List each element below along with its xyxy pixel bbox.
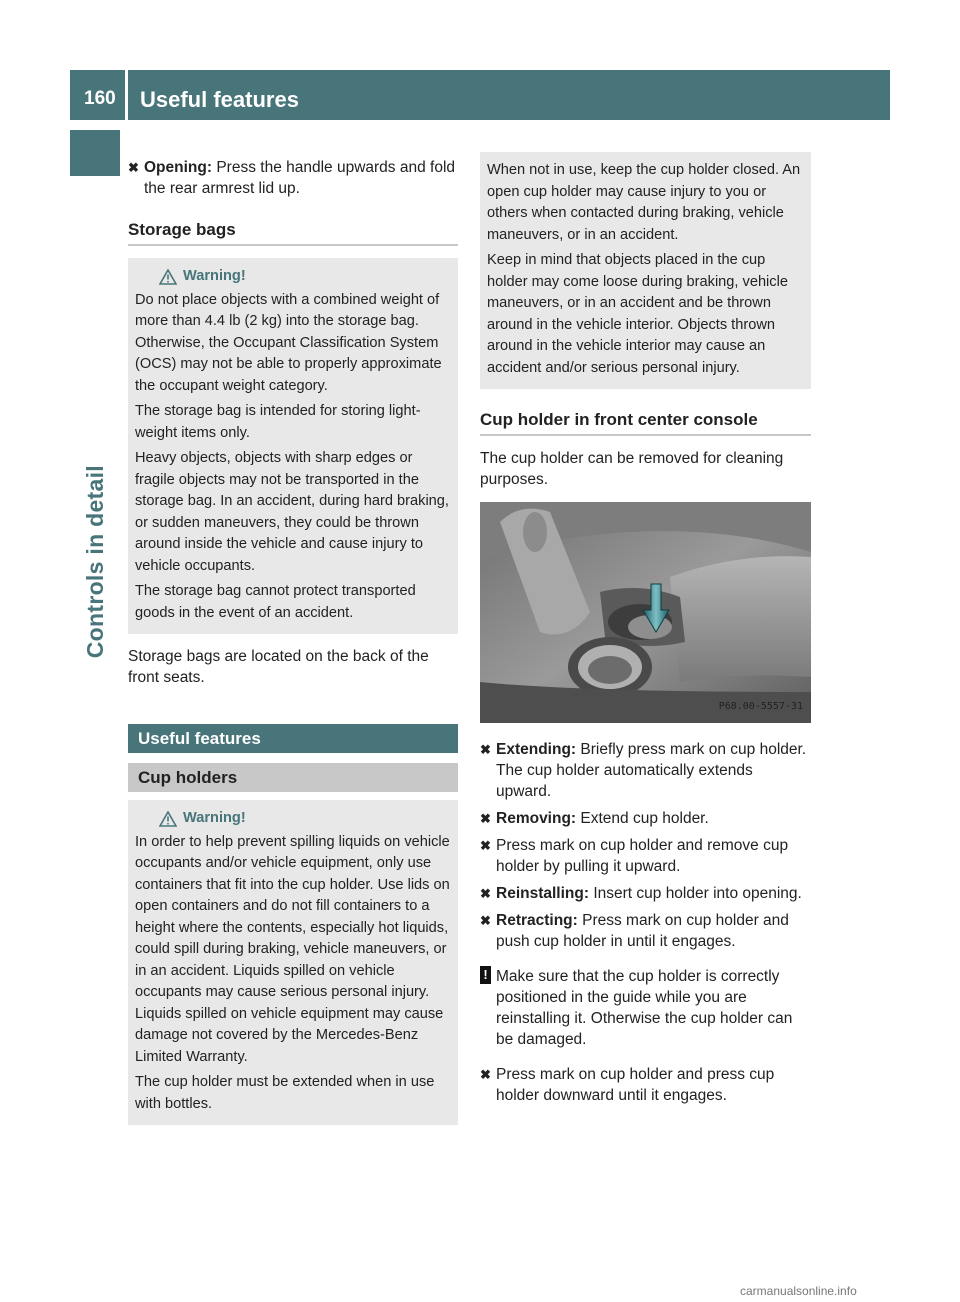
step-arrow-icon: ✖ [480,886,491,901]
step-removing [480,808,811,829]
cup-holder-photo [480,502,811,723]
step-opening [128,157,458,199]
step-arrow-icon: ✖ [480,1067,491,1082]
page-title: Useful features [140,87,299,112]
step-press-remove [480,835,811,877]
warning-paragraph: The storage bag is intended for storing light-weight items only. [135,403,421,441]
side-tab [70,130,120,1300]
step-term: Retracting: [496,912,578,929]
warning-paragraph: The storage bag cannot protect transported goods in the event of an accident. [135,583,416,621]
step-term: Reinstalling: [496,885,590,902]
warning-paragraph: The cup holder must be extended when in use with bottles. [135,1074,435,1112]
warning-box-cup-holders [128,800,458,1125]
warning-title: Warning! [183,810,246,826]
step-arrow-icon: ✖ [128,160,139,175]
step-text: Press mark on cup holder and remove cup holder by pulling it upward. [496,837,789,875]
warning-paragraph: When not in use, keep the cup holder closed. An open cup holder may cause injury to you or others when contacted during braking, vehicle maneuvers, or in an accident. [487,162,801,243]
header-divider [125,70,128,120]
step-extending [480,739,811,802]
step-arrow-icon: ✖ [480,811,491,826]
storage-text: Storage bags are located on the back of the front seats. [128,648,429,686]
note-text: Make sure that the cup holder is correctly positioned in the guide while you are reinstalling it. Otherwise the cup holder can be damaged. [496,968,793,1048]
watermark: carmanualsonline.info [740,1284,857,1298]
step-retracting [480,910,811,952]
step-text: Insert cup holder into opening. [589,885,802,902]
caution-note [480,966,811,1050]
cup-holders-band: Cup holders [128,763,458,792]
warning-paragraph: In order to help prevent spilling liquids on vehicle occupants and/or vehicle equipment, only use containers that fit into the cup holder. Use lids on open containers and do not fill containers to a height where the contents, especially hot liquids, could spill during braking, vehicle maneuvers, or in an accident. Liquids spilled on vehicle occupants may cause serious personal injury. Liquids spilled on vehicle equipment may cause damage not covered by the Mercedes-Benz Limited Warranty. [135,833,450,1065]
warning-paragraph: Do not place objects with a combined weight of more than 4.4 lb (2 kg) into the storage bag. Otherwise, the Occupant Classification System (OCS) may not be able to properly approximate the occupant weight category. [135,291,442,394]
exclamation-icon: ! [480,966,491,984]
warning-box-storage [128,258,458,634]
step-text: Briefly press mark on cup holder. [576,741,807,758]
photo-caption: P68.00-5557-31 [718,701,803,712]
step-arrow-icon: ✖ [480,913,491,928]
step-text: Press mark on cup holder and press cup holder downward until it engages. [496,1066,775,1104]
step-arrow-icon: ✖ [480,838,491,853]
cup-holder-heading: Cup holder in front center console [480,409,811,436]
storage-heading: Storage bags [128,219,458,246]
step-term: Removing: [496,810,577,827]
warning-header [159,808,451,830]
page-number: 160 [84,88,116,109]
step-text: Extend cup holder. [576,810,709,827]
chapter-label: Controls in detail [82,465,108,659]
cup-intro: The cup holder can be removed for cleaning purposes. [480,450,784,488]
warning-title: Warning! [183,268,246,284]
step-arrow-icon: ✖ [480,742,491,757]
right-column [480,152,811,1112]
step-text: Press the handle upwards and fold the rear armrest lid up. [144,159,456,197]
warning-triangle-icon [159,811,177,827]
step-press-down [480,1064,811,1106]
step-result: The cup holder automatically extends upward. [496,762,753,800]
step-term: Opening: [144,159,213,176]
warning-paragraph: Keep in mind that objects placed in the cup holder may come loose during braking, vehicle maneuvers, or in an accident and be thrown around in the vehicle interior. Objects thrown around in the vehicle interior may cause an accident and/or serious personal injury. [487,252,788,376]
warning-paragraph: Heavy objects, objects with sharp edges or fragile objects may not be transported in the storage bag. In an accident, during hard braking, or sudden maneuvers, they could be thrown around inside the vehicle and cause injury to vehicle occupants. [135,450,449,574]
side-tab-marker [70,130,120,176]
warning-header [159,266,451,288]
cup-holder-illustration [480,502,811,723]
warning-box-continued [480,152,811,389]
step-term: Extending: [496,741,577,758]
step-reinstalling [480,883,811,904]
step-text: Press mark on cup holder and push cup holder in until it engages. [496,912,789,950]
useful-features-band: Useful features [128,724,458,753]
warning-triangle-icon [159,269,177,285]
left-column [128,157,458,1137]
